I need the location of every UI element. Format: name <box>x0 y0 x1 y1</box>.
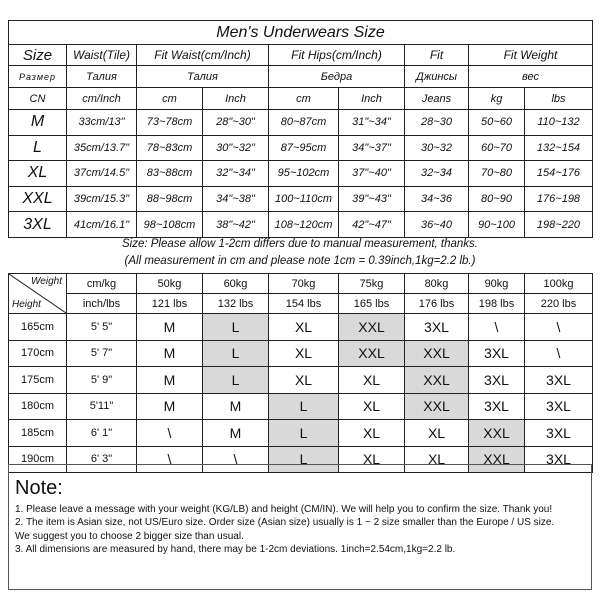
table-cell: 28"~30" <box>203 110 269 136</box>
table-cell: 50~60 <box>469 110 525 136</box>
header-waist-tile: Waist(Tile) <box>67 45 137 66</box>
table-cell: 37cm/14.5" <box>67 161 137 187</box>
table-cell: 98~108cm <box>137 212 203 238</box>
table-cell: 42"~47" <box>339 212 405 238</box>
size-header-row-2 <box>9 66 593 88</box>
table-cell: 34"~37" <box>339 135 405 161</box>
size-chart-title: Men's Underwears Size <box>9 21 593 45</box>
size-row <box>9 161 593 187</box>
recommended-size: L <box>203 314 269 341</box>
size-row <box>9 186 593 212</box>
table-cell: 83~88cm <box>137 161 203 187</box>
recommended-size: 3XL <box>469 393 525 420</box>
weight-kg: 75kg <box>339 274 405 294</box>
measurement-note-line: (All measurement in cm and please note 1cm = 0.39inch,1kg=2.2 lb.) <box>124 255 476 267</box>
header-ru-size: Размер <box>9 66 67 88</box>
recommended-size: XXL <box>405 367 469 394</box>
table-cell: 198~220 <box>525 212 593 238</box>
recommended-size: L <box>269 393 339 420</box>
header-fit-weight: Fit Weight <box>469 45 593 66</box>
table-cell: 88~98cm <box>137 186 203 212</box>
recommended-size: XXL <box>339 314 405 341</box>
header-ru-waist: Талия <box>67 66 137 88</box>
size-row <box>9 110 593 136</box>
table-cell: 39"~43" <box>339 186 405 212</box>
size-header-row-1 <box>9 45 593 66</box>
table-cell: 132~154 <box>525 135 593 161</box>
table-cell: 30"~32" <box>203 135 269 161</box>
weight-lbs: 121 lbs <box>137 294 203 314</box>
weight-height-table <box>8 273 593 473</box>
recommended-size: \ <box>469 314 525 341</box>
size-header-row-3 <box>9 88 593 110</box>
recommended-size: XL <box>269 367 339 394</box>
recommended-size: XXL <box>469 446 525 473</box>
units-cm-kg: cm/kg <box>67 274 137 294</box>
recommended-size: M <box>137 340 203 367</box>
table-cell: 33cm/13" <box>67 110 137 136</box>
table-cell: 30~32 <box>405 135 469 161</box>
measurement-note <box>8 236 592 270</box>
table-cell: 31"~34" <box>339 110 405 136</box>
weight-lbs: 154 lbs <box>269 294 339 314</box>
header-unit: kg <box>469 88 525 110</box>
header-fit: Fit <box>405 45 469 66</box>
table-cell: 73~78cm <box>137 110 203 136</box>
table-cell: 28~30 <box>405 110 469 136</box>
table-cell: 36~40 <box>405 212 469 238</box>
corner-height-label: Height <box>12 299 41 310</box>
height-inch: 5' 5" <box>67 314 137 341</box>
height-inch: 5'11" <box>67 393 137 420</box>
size-label: L <box>9 135 67 161</box>
weight-lbs: 165 lbs <box>339 294 405 314</box>
units-inch-lbs: inch/lbs <box>67 294 137 314</box>
header-unit: cm <box>269 88 339 110</box>
recommended-size: L <box>269 420 339 447</box>
table-cell: 95~102cm <box>269 161 339 187</box>
recommended-size: XL <box>339 446 405 473</box>
height-cm: 170cm <box>9 340 67 367</box>
height-cm: 190cm <box>9 446 67 473</box>
header-unit: Inch <box>339 88 405 110</box>
note-title: Note: <box>15 477 63 499</box>
note-line: 2. The item is Asian size, not US/Euro size. Order size (Asian size) usually is 1 ~ 2 size smaller than the Europe / US size. <box>15 517 555 529</box>
height-inch: 6' 1" <box>67 420 137 447</box>
size-row <box>9 135 593 161</box>
header-fit-waist: Fit Waist(cm/Inch) <box>137 45 269 66</box>
recommended-size: XL <box>269 314 339 341</box>
height-inch: 5' 7" <box>67 340 137 367</box>
recommended-size: \ <box>525 314 593 341</box>
height-cm: 175cm <box>9 367 67 394</box>
table-cell: 110~132 <box>525 110 593 136</box>
size-chart-table <box>8 20 593 238</box>
table-cell: 90~100 <box>469 212 525 238</box>
recommended-size: XL <box>405 446 469 473</box>
table-cell: 34"~38" <box>203 186 269 212</box>
table-cell: 108~120cm <box>269 212 339 238</box>
weight-kg: 70kg <box>269 274 339 294</box>
table-cell: 32~34 <box>405 161 469 187</box>
size-label: M <box>9 110 67 136</box>
table-cell: 39cm/15.3" <box>67 186 137 212</box>
measurement-note-line: Size: Please allow 1-2cm differs due to manual measurement, thanks. <box>121 238 479 250</box>
height-cm: 165cm <box>9 314 67 341</box>
note-box <box>8 464 592 590</box>
height-cm: 180cm <box>9 393 67 420</box>
recommended-size: M <box>203 393 269 420</box>
weight-lbs: 220 lbs <box>525 294 593 314</box>
recommended-size: XL <box>339 420 405 447</box>
corner-weight-label: Weight <box>31 276 62 287</box>
table-cell: 78~83cm <box>137 135 203 161</box>
header-unit: Inch <box>203 88 269 110</box>
recommended-size: XXL <box>339 340 405 367</box>
height-row <box>9 340 593 367</box>
recommended-size: L <box>269 446 339 473</box>
header-unit: cm/Inch <box>67 88 137 110</box>
note-line: 1. Please leave a message with your weight (KG/LB) and height (CM/IN). We will help you to confirm the size. Thank you! <box>15 504 553 515</box>
header-ru-fit-waist: Талия <box>137 66 269 88</box>
height-row <box>9 393 593 420</box>
header-fit-hips: Fit Hips(cm/Inch) <box>269 45 405 66</box>
height-inch: 6' 3" <box>67 446 137 473</box>
table-cell: 100~110cm <box>269 186 339 212</box>
recommended-size: 3XL <box>405 314 469 341</box>
recommended-size: XL <box>339 393 405 420</box>
recommended-size: 3XL <box>525 393 593 420</box>
recommended-size: XL <box>405 420 469 447</box>
weight-kg-row <box>9 274 593 294</box>
header-ru-hips: Бедра <box>269 66 405 88</box>
size-row <box>9 212 593 238</box>
table-cell: 70~80 <box>469 161 525 187</box>
recommended-size: \ <box>525 340 593 367</box>
weight-height-body <box>9 314 593 473</box>
size-label: XL <box>9 161 67 187</box>
recommended-size: XXL <box>405 393 469 420</box>
weight-lbs: 176 lbs <box>405 294 469 314</box>
table-cell: 37"~40" <box>339 161 405 187</box>
height-inch: 5' 9" <box>67 367 137 394</box>
table-cell: 34~36 <box>405 186 469 212</box>
weight-height-corner <box>9 274 67 314</box>
header-unit: lbs <box>525 88 593 110</box>
size-label: XXL <box>9 186 67 212</box>
table-cell: 35cm/13.7" <box>67 135 137 161</box>
table-cell: 80~87cm <box>269 110 339 136</box>
table-cell: 60~70 <box>469 135 525 161</box>
recommended-size: M <box>137 393 203 420</box>
table-cell: 87~95cm <box>269 135 339 161</box>
recommended-size: 3XL <box>525 446 593 473</box>
table-cell: 154~176 <box>525 161 593 187</box>
table-cell: 80~90 <box>469 186 525 212</box>
recommended-size: L <box>203 367 269 394</box>
table-cell: 41cm/16.1" <box>67 212 137 238</box>
height-row <box>9 420 593 447</box>
recommended-size: M <box>203 420 269 447</box>
weight-lbs-row <box>9 294 593 314</box>
recommended-size: \ <box>137 446 203 473</box>
recommended-size: L <box>203 340 269 367</box>
weight-kg: 60kg <box>203 274 269 294</box>
recommended-size: 3XL <box>469 340 525 367</box>
weight-kg: 80kg <box>405 274 469 294</box>
size-label: 3XL <box>9 212 67 238</box>
recommended-size: XL <box>339 367 405 394</box>
height-row <box>9 314 593 341</box>
header-ru-jeans: Джинсы <box>405 66 469 88</box>
recommended-size: \ <box>137 420 203 447</box>
weight-kg: 50kg <box>137 274 203 294</box>
recommended-size: 3XL <box>525 420 593 447</box>
recommended-size: XXL <box>469 420 525 447</box>
note-line: 3. All dimensions are measured by hand, there may be 1-2cm deviations. 1inch=2.54cm,1kg=2.2 lb. <box>15 544 456 556</box>
table-cell: 176~198 <box>525 186 593 212</box>
table-cell: 32"~34" <box>203 161 269 187</box>
header-cn: CN <box>9 88 67 110</box>
weight-kg: 100kg <box>525 274 593 294</box>
header-size: Size <box>9 45 67 66</box>
recommended-size: M <box>137 314 203 341</box>
height-cm: 185cm <box>9 420 67 447</box>
note-line: We suggest you to choose 2 bigger size than usual. <box>15 530 244 542</box>
weight-lbs: 198 lbs <box>469 294 525 314</box>
recommended-size: 3XL <box>469 367 525 394</box>
header-unit: cm <box>137 88 203 110</box>
recommended-size: 3XL <box>525 367 593 394</box>
height-row <box>9 367 593 394</box>
recommended-size: M <box>137 367 203 394</box>
recommended-size: \ <box>203 446 269 473</box>
header-unit: Jeans <box>405 88 469 110</box>
weight-kg: 90kg <box>469 274 525 294</box>
table-cell: 38"~42" <box>203 212 269 238</box>
recommended-size: XL <box>269 340 339 367</box>
weight-lbs: 132 lbs <box>203 294 269 314</box>
recommended-size: XXL <box>405 340 469 367</box>
header-ru-weight: вес <box>469 66 593 88</box>
